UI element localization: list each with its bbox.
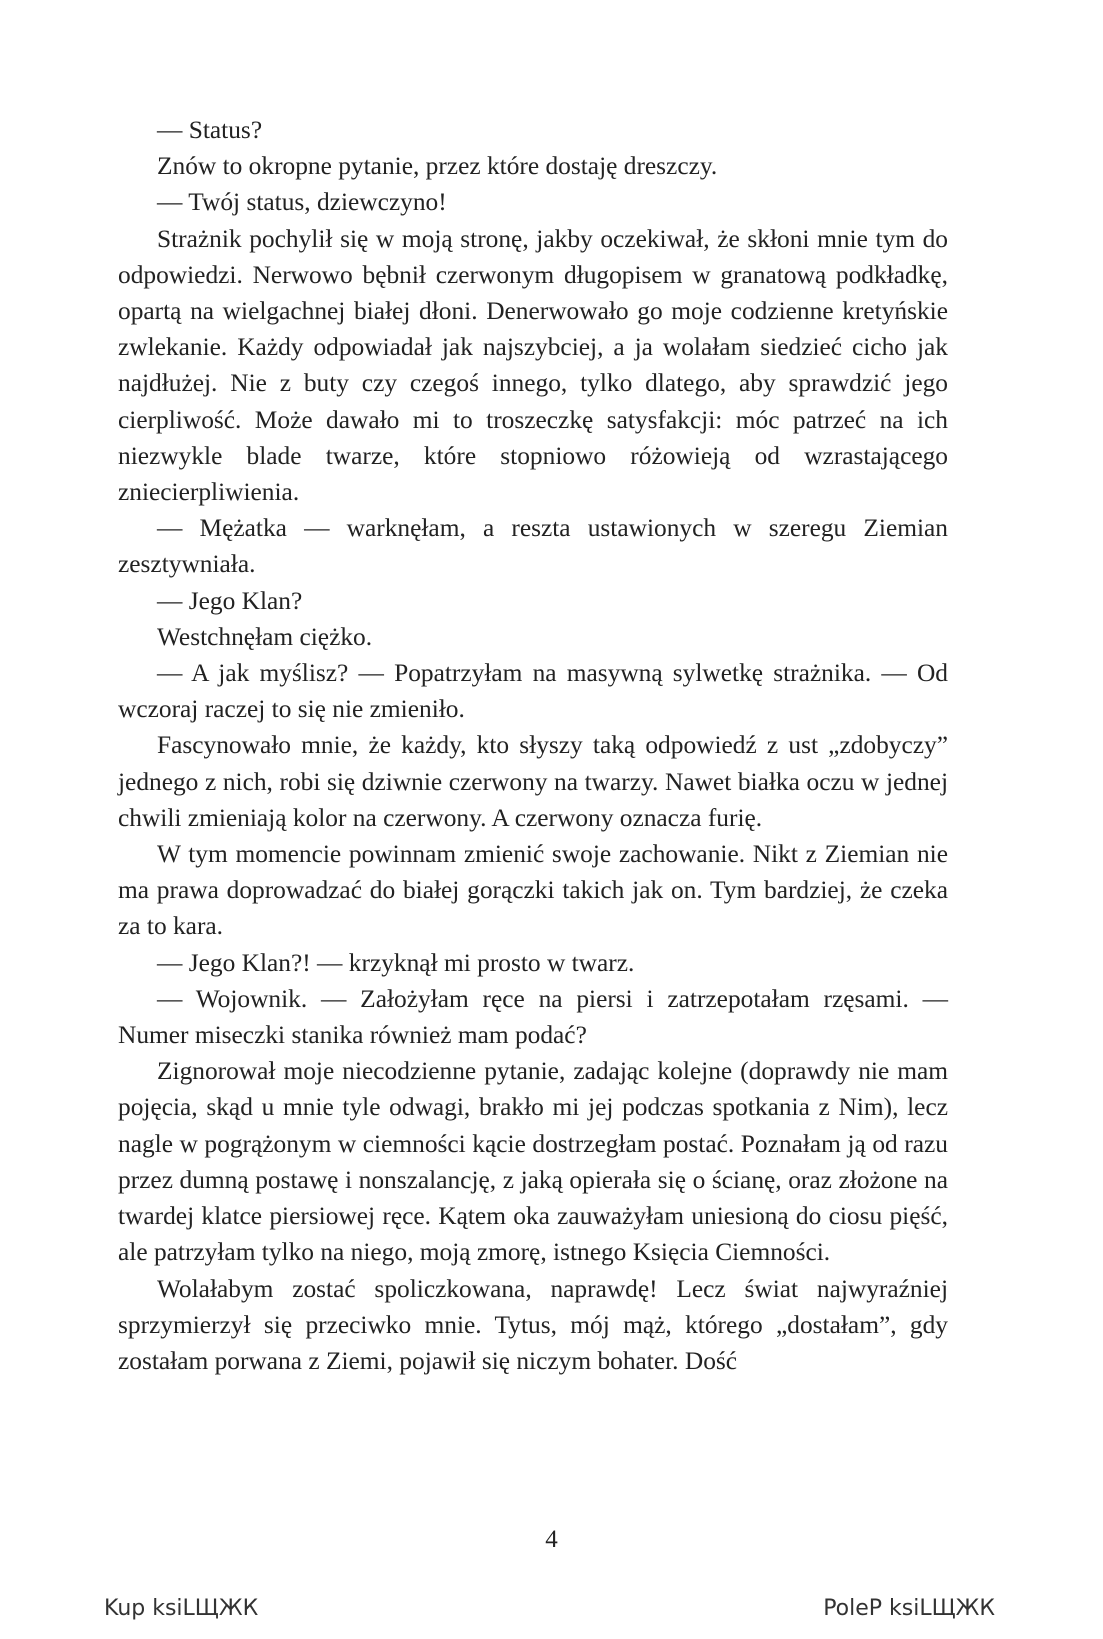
paragraph: — Status? bbox=[157, 116, 263, 144]
paragraph: — Jego Klan?! — krzyknął mi prosto w twarz. bbox=[157, 948, 635, 977]
page-body bbox=[118, 112, 948, 1379]
paragraph: W tym momencie powinnam zmienić swoje zachowanie. Nikt z Ziemian nie ma prawa doprowadzać do białej gorączki takich jak on. Tym bardziej, że czeka za to kara. bbox=[118, 840, 948, 941]
paragraph: Westchnęłam ciężko. bbox=[157, 622, 373, 651]
paragraph: Zignorował moje niecodzienne pytanie, zadając kolejne (doprawdy nie mam pojęcia, skąd u mnie tyle odwagi, brakło mi jej podczas spotkania z Nim), lecz nagle w pogrążonym w ciemności kącie dostrzegłam postać. Poznałam ją od razu przez dumną postawę i nonszalancję, z jaką opierała się o ścianę, oraz złożone na twardej klatce piersiowej ręce. Kątem oka zauważyłam uniesioną do ciosu pięść, ale patrzyłam tylko na niego, moją zmorę, istnego Księcia Ciemności. bbox=[118, 1057, 948, 1267]
paragraph: — Mężatka — warknęłam, a reszta ustawionych w szeregu Ziemian zesztywniała. bbox=[118, 514, 948, 579]
paragraph: Wolałabym zostać spoliczkowana, naprawdę! Lecz świat najwyraźniej sprzymierzył się przeciwko mnie. Tytus, mój mąż, którego „dostałam”, gdy zostałam porwana z Ziemi, pojawił się niczym bohater. Dość bbox=[118, 1274, 948, 1375]
paragraph: Znów to okropne pytanie, przez które dostaję dreszczy. bbox=[157, 152, 718, 181]
paragraph: — Jego Klan? bbox=[157, 586, 303, 615]
paragraph: — A jak myślisz? — Popatrzyłam na masywną sylwetkę strażnika. — Od wczoraj raczej to się nie zmieniło. bbox=[118, 659, 948, 724]
paragraph: — Wojownik. — Założyłam ręce na piersi i zatrzepotałam rzęsami. — Numer miseczki stanika również mam podać? bbox=[118, 984, 948, 1050]
paragraph: Strażnik pochylił się w moją stronę, jakby oczekiwał, że skłoni mnie tym do odpowiedzi. Nerwowo bębnił czerwonym długopisem w granatową podkładkę, opartą na wielgachnej białej dłoni. Denerwowało go moje codzienne kretyńskie zwlekanie. Każdy odpowiadał jak najszybciej, a ja wolałam siedzieć cicho jak najdłużej. Nie z buty czy czegoś innego, tylko dlatego, aby sprawdzić jego cierpliwość. Może dawało mi to troszeczkę satysfakcji: móc patrzeć na ich niezwykle blade twarze, które stopniowo różowieją od wzrastającego zniecierpliwienia. bbox=[118, 224, 948, 507]
footer-recommend-book-link[interactable]: PoleP ksiLЩЖК bbox=[823, 1596, 995, 1621]
footer-buy-book-link[interactable]: Kup ksiLЩЖК bbox=[104, 1596, 259, 1621]
paragraph: Fascynowało mnie, że każdy, kto słyszy taką odpowiedź z ust „zdobyczy” jednego z nich, robi się dziwnie czerwony na twarzy. Nawet białka oczu w jednej chwili zmieniają kolor na czerwony. A czerwony oznacza furię. bbox=[118, 731, 948, 832]
page-number: 4 bbox=[545, 1526, 558, 1553]
paragraph: — Twój status, dziewczyno! bbox=[157, 188, 447, 217]
